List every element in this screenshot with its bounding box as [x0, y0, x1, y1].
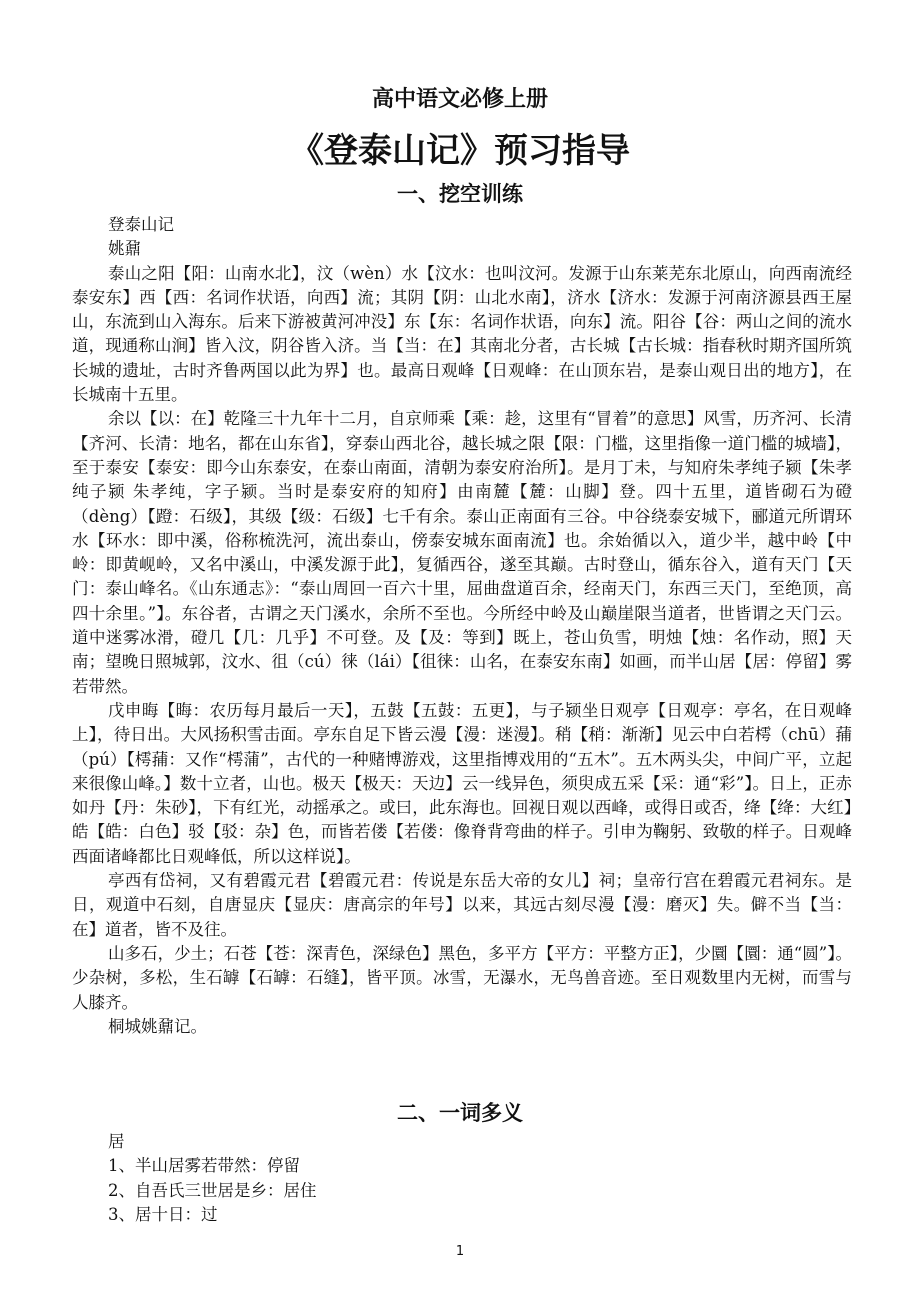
section-heading-polysemy: 二、一词多义: [397, 1101, 523, 1125]
document-title: 《登泰山记》预习指导: [290, 131, 630, 171]
section-heading-fill-blank: 一、挖空训练: [397, 182, 523, 206]
paragraph: 山多石，少土；石苍【苍：深青色，深绿色】黑色，多平方【平方：平整方正】，少圜【圜：通“圆”】。少杂树，多松，生石罅【石罅：石缝】，皆平顶。冰雪，无瀑水，无鸟兽音迹。至日观数里内无树，而雪与人膝齐。: [72, 943, 852, 1012]
paragraph: 余以【以：在】乾隆三十九年十二月，自京师乘【乘：趁，这里有“冒着”的意思】风雪，历齐河、长清【齐河、长清：地名，都在山东省】，穿泰山西北谷，越长城之限【限：门槛，这里指像一道门槛的城墙】，至于泰安【泰安：即今山东泰安，在泰山南面，清朝为泰安府治所】。是月丁未，与知府朱孝纯子颍【朱孝纯子颍 朱孝纯，字子颍。当时是泰安府的知府】由南麓【麓：山脚】登。四十五里，道皆砌石为磴（dèng）【蹬：石级】，其级【级：石级】七千有余。泰山正南面有三谷。中谷绕泰安城下，郦道元所谓环水【环水：即中溪，俗称梳洗河，流出泰山，傍泰安城东面南流】也。余始循以入，道少半，越中岭【中岭：即黄岘岭，又名中溪山，中溪发源于此】，复循西谷，遂至其巅。古时登山，循东谷入，道有天门【天门：泰山峰名。《山东通志》：“泰山周回一百六十里，屈曲盘道百余，经南天门，东西三天门，至绝顶，高四十余里。”】。东谷者，古谓之天门溪水，余所不至也。今所经中岭及山巅崖限当道者，世皆谓之天门云。道中迷雾冰滑，磴几【几：几乎】不可登。及【及：等到】既上，苍山负雪，明烛【烛：名作动，照】天南；望晚日照城郭，汶水、徂（cú）徕（lái）【徂徕：山名，在泰安东南】如画，而半山居【居：停留】雾若带然。: [72, 409, 852, 696]
polysemy-word: 居: [108, 1132, 125, 1151]
polysemy-item: 1、半山居雾若带然：停留: [108, 1156, 300, 1176]
article-title: 登泰山记: [108, 215, 174, 234]
paragraph: 亭西有岱祠，又有碧霞元君【碧霞元君：传说是东岳大帝的女儿】祠；皇帝行宫在碧霞元君祠东。是日，观道中石刻，自唐显庆【显庆：唐高宗的年号】以来，其远古刻尽漫【漫：磨灭】失。僻不当【当：在】道者，皆不及往。: [72, 871, 852, 939]
paragraph: 桐城姚鼐记。: [108, 1016, 207, 1036]
article-author: 姚鼐: [108, 239, 141, 259]
article-body: [72, 213, 852, 1039]
paragraph: 戊申晦【晦：农历每月最后一天】，五鼓【五鼓：五更】，与子颍坐日观亭【日观亭：亭名，在日观峰上】，待日出。大风扬积雪击面。亭东自足下皆云漫【漫：迷漫】。稍【稍：渐渐】见云中白若樗（chū）蒱（pú）【樗蒱：又作“樗蒲”，古代的一种赌博游戏，这里指博戏用的“五木”。五木两头尖，中间广平，立起来很像山峰。】数十立者，山也。极天【极天：天边】云一线异色，须臾成五采【采：通“彩”】。日上，正赤如丹【丹：朱砂】，下有红光，动摇承之。或曰，此东海也。回视日观以西峰，或得日或否，绛【绛：大红】皓【皓：白色】驳【驳：杂】色，而皆若偻【若偻：像脊背弯曲的样子。引申为鞠躬、致敬的样子。日观峰西面诸峰都比日观峰低，所以这样说】。: [72, 700, 852, 866]
polysemy-list: [72, 1130, 852, 1227]
paragraph: 泰山之阳【阳：山南水北】，汶（wèn）水【汶水：也叫汶河。发源于山东莱芜东北原山，向西南流经泰安东】西【西：名词作状语，向西】流；其阴【阴：山北水南】，济水【济水：发源于河南济源县西王屋山，东流到山入海东。后来下游被黄河冲没】东【东：名词作状语，向东】流。阳谷【谷：两山之间的流水道，现通称山涧】皆入汶，阴谷皆入济。当【当：在】其南北分者，古长城【古长城：指春秋时期齐国所筑长城的遗址，古时齐鲁两国以此为界】也。最高日观峰【日观峰：在山顶东岩，是泰山观日出的地方】，在长城南十五里。: [72, 263, 852, 405]
polysemy-item: 3、居十日：过: [108, 1204, 218, 1224]
page-number: 1: [455, 1244, 465, 1259]
document-subtitle: 高中语文必修上册: [371, 87, 548, 112]
polysemy-item: 2、自吾氏三世居是乡：居住: [108, 1180, 317, 1200]
